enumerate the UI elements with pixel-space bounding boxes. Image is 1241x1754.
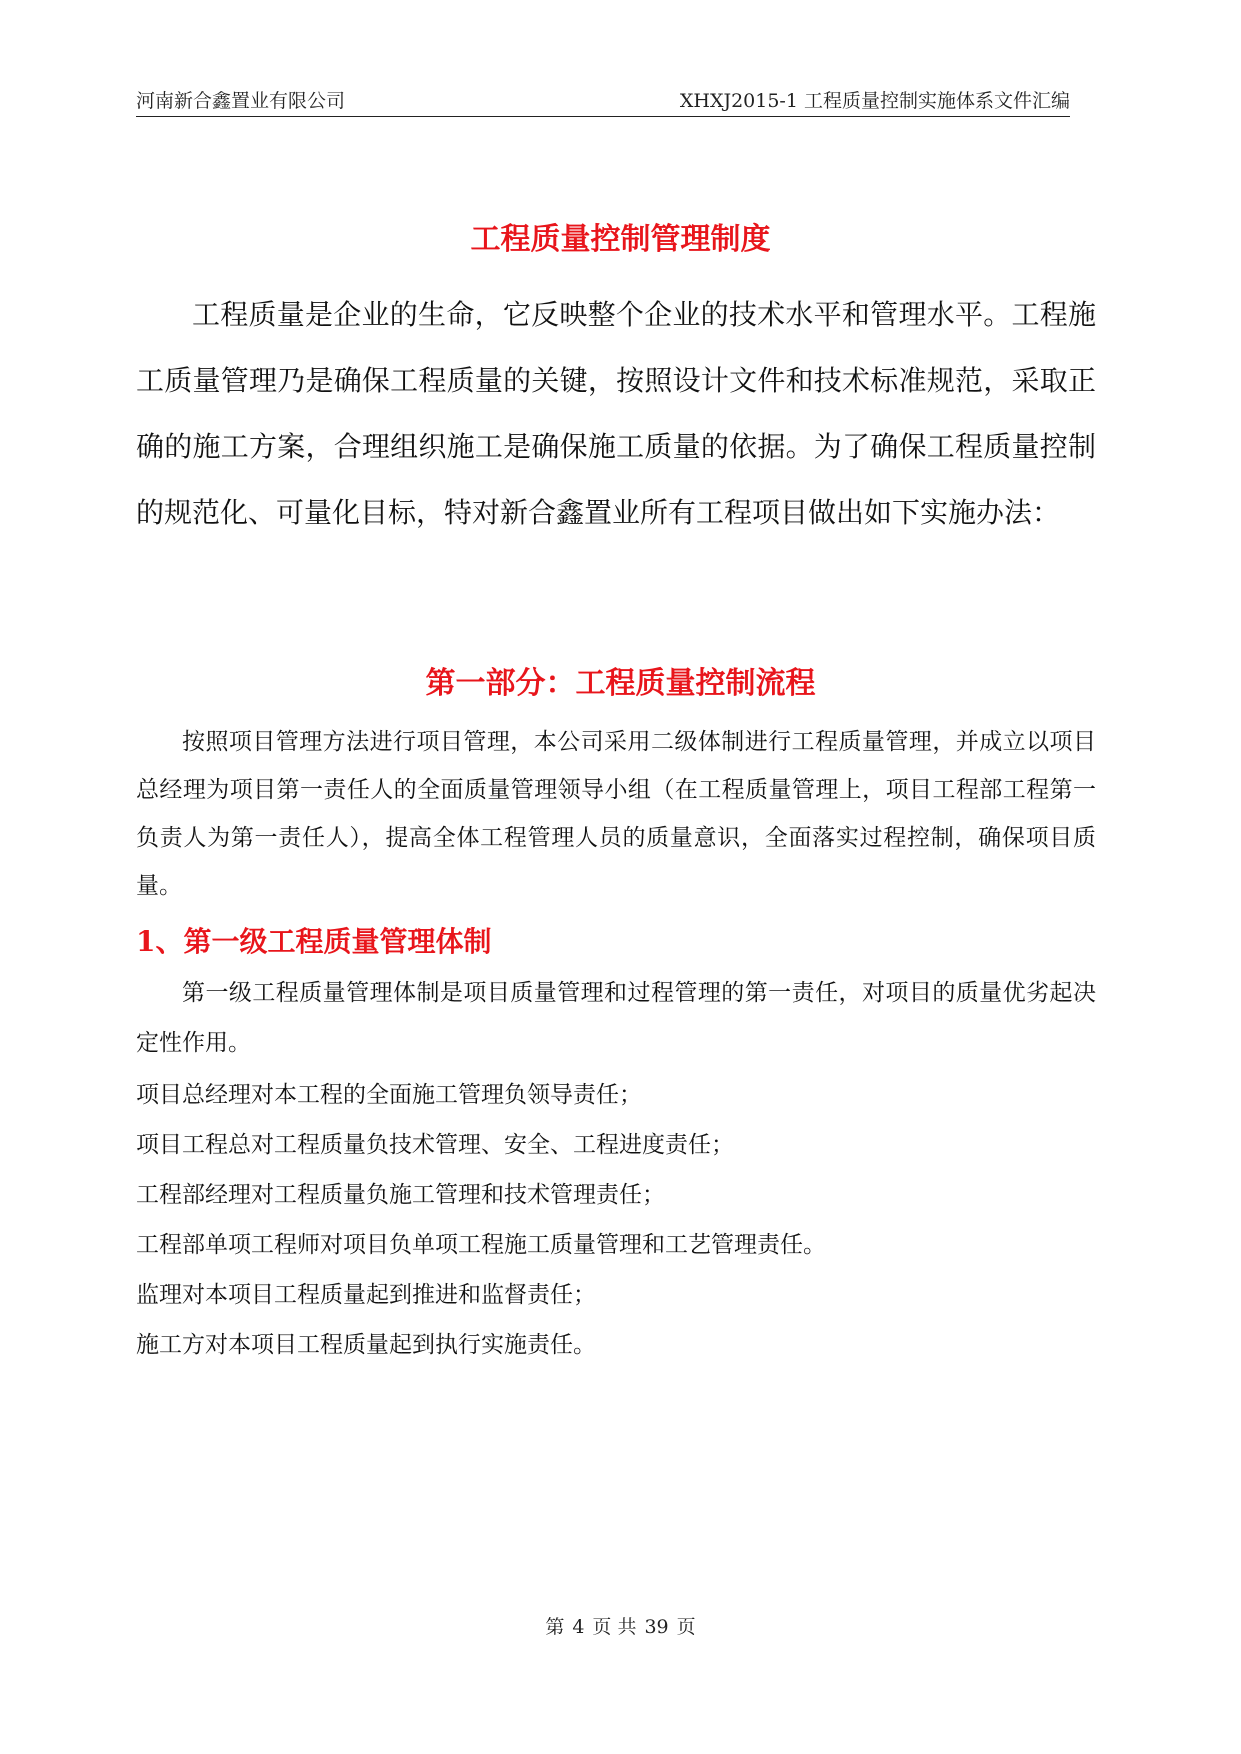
section-heading: 1、第一级工程质量管理体制 [136, 925, 492, 958]
footer-mid: 页 共 [592, 1616, 637, 1638]
page-header [136, 88, 1070, 117]
list-item: 工程部单项工程师对项目负单项工程施工质量管理和工艺管理责任。 [136, 1232, 826, 1258]
document-title: 工程质量控制管理制度 [470, 222, 771, 257]
part-intro-paragraph: 按照项目管理方法进行项目管理，本公司采用二级体制进行工程质量管理，并成立以项目总经理为项目第一责任人的全面质量管理领导小组（在工程质量管理上，项目工程部工程第一负责人为第一责任人），提高全体工程管理人员的质量意识，全面落实过程控制，确保项目质量。 [136, 729, 1096, 899]
list-item: 监理对本项目工程质量起到推进和监督责任； [136, 1282, 596, 1308]
responsibility-list [136, 1070, 1096, 1370]
header-doc-code: XHXJ2015-1 工程质量控制实施体系文件汇编 [679, 90, 1070, 112]
footer-page-number: 4 [572, 1616, 585, 1638]
list-item: 施工方对本项目工程质量起到执行实施责任。 [136, 1332, 596, 1358]
part-title: 第一部分：工程质量控制流程 [425, 666, 816, 701]
section-intro-paragraph: 第一级工程质量管理体制是项目质量管理和过程管理的第一责任，对项目的质量优劣起决定性作用。 [136, 980, 1096, 1056]
list-item: 项目总经理对本工程的全面施工管理负领导责任； [136, 1082, 642, 1108]
footer-suffix: 页 [676, 1616, 696, 1638]
list-item: 项目工程总对工程质量负技术管理、安全、工程进度责任； [136, 1132, 734, 1158]
page-footer [0, 1614, 1241, 1640]
intro-paragraph: 工程质量是企业的生命，它反映整个企业的技术水平和管理水平。工程施工质量管理乃是确保工程质量的关键，按照设计文件和技术标准规范，采取正确的施工方案，合理组织施工是确保施工质量的依据。为了确保工程质量控制的规范化、可量化目标，特对新合鑫置业所有工程项目做出如下实施办法： [136, 298, 1096, 529]
list-item: 工程部经理对工程质量负施工管理和技术管理责任； [136, 1182, 665, 1208]
footer-total-pages: 39 [644, 1616, 669, 1638]
header-company: 河南新合鑫置业有限公司 [136, 90, 346, 112]
footer-prefix: 第 [545, 1616, 565, 1638]
